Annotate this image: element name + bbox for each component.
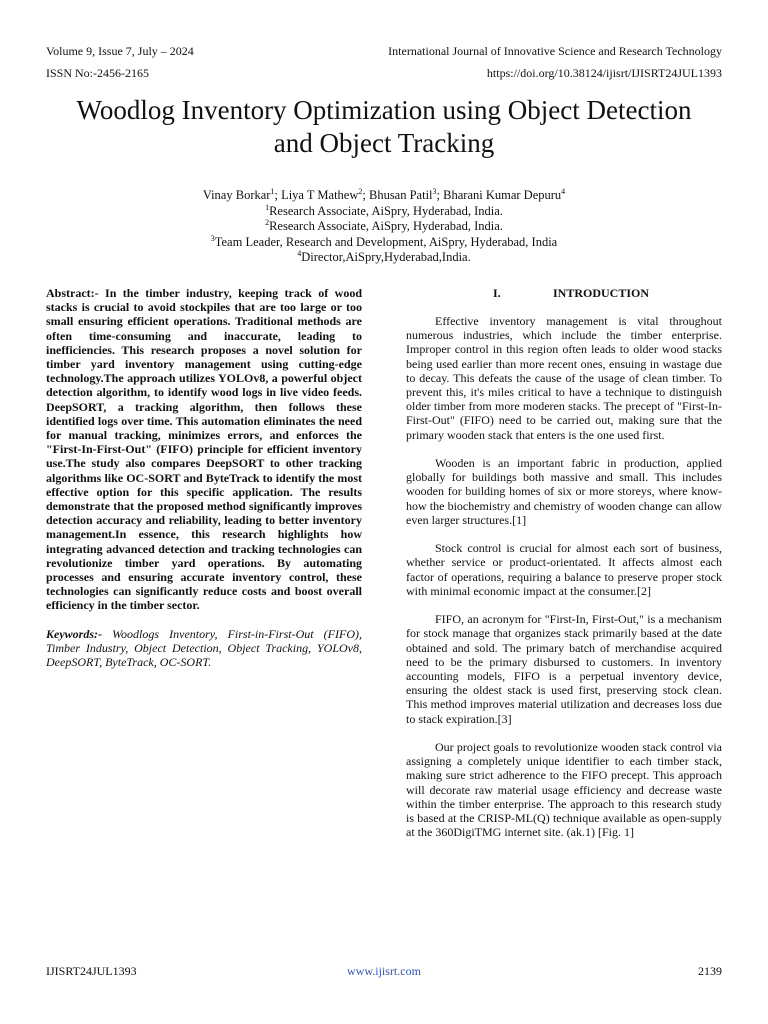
author-name: Bharani Kumar Depuru	[443, 188, 562, 202]
author-sup: 4	[561, 186, 566, 196]
author-sup: 3	[432, 186, 437, 196]
keywords-label: Keywords:-	[46, 626, 102, 641]
author-name: Liya T Mathew	[281, 188, 359, 202]
author-sep: ;	[274, 188, 282, 202]
right-column	[406, 286, 722, 854]
author-sup: 1	[270, 186, 275, 196]
left-column	[46, 286, 362, 669]
section-title: INTRODUCTION	[552, 286, 649, 300]
author-sep: ;	[362, 188, 369, 202]
author-name: Vinay Borkar	[202, 188, 271, 202]
intro-paragraph: Effective inventory management is vital throughout numerous industries, which include the timber enterprise. Improper control in this region often leads to older wood stacks being used earlier than more recent ones, ensuing in wastage due to decay. This defeats the cause of the usage of clean timber. To prevent this, it's miles critical to have a technique to distinguish older timber from more moderen stacks. The precept of "First-In-First-Out" (FIFO) need to be carried out, making sure that the primary wooden stack that enters is the one used first.	[406, 314, 722, 442]
intro-paragraph: FIFO, an acronym for "First-In, First-Out," is a mechanism for stock manage that organizes stack primarily based at the date obtained and sold. The primary batch of merchandise acquired need to be the primary disbursed to customers. In inventory accounting models, FIFO is a perpetual inventory device, ensuring the oldest stack is used first, preserving stock clean. This method improves material utilization and decreases loss due to stack expiration.[3]	[406, 612, 722, 726]
affiliation: $^3$Team Leader, Research and Development, AiSpry, Hyderabad, India	[210, 233, 558, 249]
intro-paragraph: Our project goals to revolutionize wooden stack control via assigning a completely unique identifier to each timber stack, making sure strict adherence to the FIFO precept. This approach will decorate raw material usage efficiency and decrease waste within the timber enterprise. The approach to this research study is based at the CRISP-ML(Q) technique available as open-supply at the 360DigiTMG internet site. (ak.1) [Fig. 1]	[406, 740, 722, 840]
keywords	[46, 627, 362, 670]
paper-title: Woodlog Inventory Optimization using Object Detection and Object Tracking	[76, 95, 692, 158]
author-name: Bhusan Patil	[368, 188, 433, 202]
section-heading	[406, 286, 722, 300]
header-volume: Volume 9, Issue 7, July – 2024	[46, 44, 194, 58]
footer-website-link[interactable]: www.ijisrt.com	[347, 964, 421, 978]
author-sup: 2	[358, 186, 363, 196]
header-doi: https://doi.org/10.38124/ijisrt/IJISRT24JUL1393	[486, 66, 722, 80]
affiliation: $^4$Director,AiSpry,Hyderabad,India.	[297, 248, 471, 264]
header-issn: ISSN No:-2456-2165	[46, 66, 150, 80]
affiliation: $^2$Research Associate, AiSpry, Hyderabad, India.	[265, 217, 503, 233]
author-block	[0, 188, 768, 266]
footer-code: IJISRT24JUL1393	[46, 964, 137, 978]
header-journal: International Journal of Innovative Science and Research Technology	[388, 44, 722, 58]
intro-paragraph: Wooden is an important fabric in production, applied globally for buildings both massive and small. This includes wooden for building homes of six or more storeys, where know-how the biochemistry and chemistry of wooden change can allow even larger structures.[1]	[406, 456, 722, 527]
section-number: I.	[492, 286, 501, 300]
intro-paragraph: Stock control is crucial for almost each sort of business, whether service or product-orientated. It affects almost each factor of operations, requiring a balance to preserve proper stock with minimal economic impact at the consumer.[2]	[406, 541, 722, 598]
author-list	[0, 188, 768, 204]
author-sep: ;	[436, 188, 444, 202]
abstract: Abstract:- In the timber industry, keeping track of wood stacks is crucial to avoid stockpiles that are too large or too small ensuring efficient operations. Traditional methods are often time-consuming and inaccurate, leading to inefficiencies. This research proposes a novel solution for timber yard inventory management using cutting-edge technology.The approach utilizes YOLOv8, a powerful object detection algorithm, to identify wood logs in live video feeds. DeepSORT, a tracking algorithm, then follows these identified logs over time. This automation eliminates the need for manual tracking, minimizes errors, and enforces the "First-In-First-Out" (FIFO) principle for efficient inventory use.The study also compares DeepSORT to other tracking algorithms like OC-SORT and ByteTrack to identify the most effective option for this specific application. The results demonstrate that the proposed method significantly improves detection accuracy and reliability, leading to better inventory management.In essence, this research highlights how integrating advanced detection and tracking technologies can revolutionize timber yard operations. By automating processes and ensuring accurate inventory control, these technologies can significantly reduce costs and boost overall efficiency in the timber sector.	[46, 286, 362, 613]
affiliation: $^1$Research Associate, AiSpry, Hyderabad, India.	[265, 202, 503, 218]
keywords-text: Woodlogs Inventory, First-in-First-Out (FIFO), Timber Industry, Object Detection, Object Tracking, YOLOv8, DeepSORT, ByteTrack, OC-SORT.	[46, 626, 362, 670]
footer-page-number: 2139	[698, 964, 722, 978]
